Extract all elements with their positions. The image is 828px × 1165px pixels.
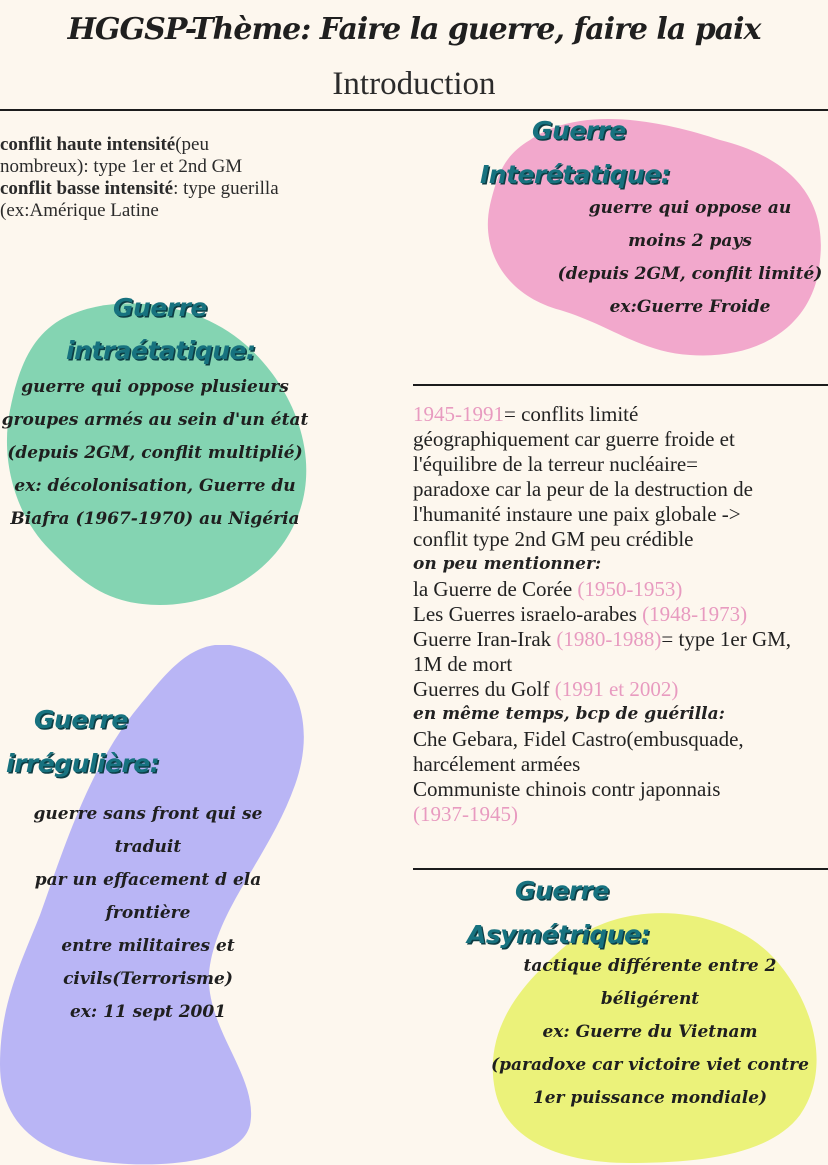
interetatique-line: moins 2 pays xyxy=(628,231,752,251)
mention-heading: on peu mentionner: xyxy=(413,554,602,574)
war-israel-arab: Les Guerres israelo-arabes xyxy=(413,602,643,626)
intro-term-low: conflit basse intensité xyxy=(0,178,174,199)
right-line: l'humanité instaure une paix globale -> xyxy=(413,502,741,526)
intro-line3-rest: : type guerilla xyxy=(173,178,279,199)
irreguliere-line: guerre sans front qui se traduit xyxy=(33,804,263,857)
right-line: Communiste chinois contr japonnais xyxy=(413,777,721,801)
irreguliere-line: ex: 11 sept 2001 xyxy=(69,1002,227,1022)
interetatique-text xyxy=(540,192,828,324)
heading-guerre-asymetrique-2: Asymétrique: xyxy=(467,920,651,949)
intraetatique-line: (depuis 2GM, conflit multiplié) xyxy=(7,443,303,463)
guerilla-heading: en même temps, bcp de guérilla: xyxy=(413,704,725,724)
war-iran-iraq-rest: = type 1er GM, xyxy=(661,627,792,651)
intraetatique-text xyxy=(0,371,310,536)
china-japan-date: (1937-1945) xyxy=(413,802,518,826)
page-title: HGGSP-Thème: Faire la guerre, faire la paix xyxy=(67,12,761,47)
header-divider xyxy=(0,109,828,111)
war-gulf: Guerres du Golf xyxy=(413,677,555,701)
right-line: l'équilibre de la terreur nucléaire= xyxy=(413,452,698,476)
irreguliere-line: entre militaires et xyxy=(61,936,235,956)
intraetatique-line: guerre qui oppose plusieurs xyxy=(21,377,289,397)
right-divider-bottom xyxy=(413,868,828,870)
war-korea: la Guerre de Corée xyxy=(413,577,578,601)
war-gulf-date: (1991 et 2002) xyxy=(554,677,679,701)
war-korea-date: (1950-1953) xyxy=(577,577,683,601)
right-line: harcélement armées xyxy=(413,752,581,776)
intro-line2: nombreux): type 1er et 2nd GM xyxy=(0,156,243,177)
interetatique-line: (depuis 2GM, conflit limité) xyxy=(557,264,823,284)
heading-guerre-intraetatique-2: intraétatique: xyxy=(66,336,256,365)
irreguliere-line: civils(Terrorisme) xyxy=(63,969,233,989)
irreguliere-text xyxy=(0,798,296,1029)
right-line: géographiquement car guerre froide et xyxy=(413,427,735,451)
heading-guerre-asymetrique-1: Guerre xyxy=(515,876,609,905)
war-iran-iraq-date: (1980-1988) xyxy=(556,627,662,651)
right-line: conflit type 2nd GM peu crédible xyxy=(413,527,694,551)
asymetrique-line: tactique différente entre 2 xyxy=(523,956,777,976)
asymetrique-line: 1er puissance mondiale) xyxy=(532,1088,768,1108)
right-line: paradoxe car la peur de la destruction de xyxy=(413,477,753,501)
asymetrique-text xyxy=(490,950,810,1115)
war-iran-iraq: Guerre Iran-Irak xyxy=(413,627,557,651)
war-israel-arab-date: (1948-1973) xyxy=(642,602,748,626)
page-subtitle: Introduction xyxy=(332,66,496,102)
irreguliere-line: par un effacement d ela frontière xyxy=(34,870,262,923)
right-column-text xyxy=(413,402,828,827)
intraetatique-line: groupes armés au sein d'un état xyxy=(1,410,309,430)
right-line: 1M de mort xyxy=(413,652,513,676)
interetatique-line: ex:Guerre Froide xyxy=(609,297,771,317)
intro-text xyxy=(0,134,330,222)
intro-line4: (ex:Amérique Latine xyxy=(0,200,159,221)
date-1945-1991: 1945-1991 xyxy=(413,402,504,426)
heading-guerre-interetatique-1: Guerre xyxy=(532,116,626,145)
intraetatique-line: Biafra (1967-1970) au Nigéria xyxy=(10,509,300,529)
interetatique-line: guerre qui oppose au xyxy=(588,198,792,218)
heading-guerre-interetatique-2: Interétatique: xyxy=(480,160,671,189)
intro-line1-rest: (peu xyxy=(175,134,209,155)
right-line: = conflits limité xyxy=(504,402,639,426)
right-line: Che Gebara, Fidel Castro(embusquade, xyxy=(413,727,744,751)
intro-term-high: conflit haute intensité xyxy=(0,134,176,155)
heading-guerre-intraetatique-1: Guerre xyxy=(113,293,207,322)
intraetatique-line: ex: décolonisation, Guerre du xyxy=(14,476,296,496)
right-divider-top xyxy=(413,384,828,386)
heading-guerre-irreguliere-2: irrégulière: xyxy=(6,749,160,778)
asymetrique-line: béligérent xyxy=(600,989,700,1009)
asymetrique-line: ex: Guerre du Vietnam xyxy=(542,1022,758,1042)
asymetrique-line: (paradoxe car victoire viet contre xyxy=(491,1055,809,1075)
heading-guerre-irreguliere-1: Guerre xyxy=(34,705,128,734)
